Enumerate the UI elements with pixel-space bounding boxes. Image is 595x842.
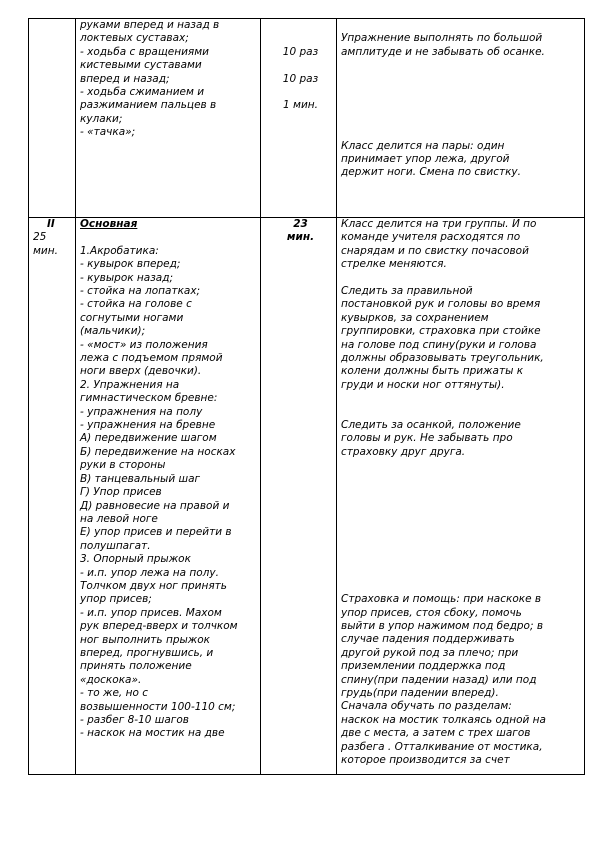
notes-cell — [337, 218, 585, 775]
exercise-line: - и.п. упор лежа на полу. — [80, 566, 219, 579]
exercise-line: согнутыми ногами — [80, 311, 184, 324]
note-line: должны образовывать треугольник, — [341, 352, 544, 365]
note-line: держит ноги. Смена по свистку. — [341, 166, 521, 179]
exercise-line: вперед и назад; — [80, 72, 170, 85]
dosage-value: 10 раз — [282, 45, 319, 58]
exercise-line: «доскока». — [80, 673, 142, 686]
note-line: стрелке меняются. — [341, 258, 447, 271]
exercise-line: полушпагат. — [80, 539, 151, 552]
dosage-cell — [261, 218, 337, 775]
part-duration: 25 — [33, 231, 47, 244]
note-line: на голове под спину(руки и голова — [341, 338, 537, 351]
exercise-line: лежа с подъемом прямой — [80, 352, 223, 365]
exercise-line: (мальчики); — [80, 325, 146, 338]
note-line: Сначала обучать по разделам: — [341, 700, 512, 713]
note-line: две с места, а затем с трех шагов — [341, 727, 531, 740]
exercise-line: Толчком двух ног принять — [80, 579, 227, 592]
note-line: Следить за осанкой, положение — [341, 419, 521, 432]
note-line: спину(при падении назад) или под — [341, 673, 537, 686]
exercise-line: Д) равновесие на правой и — [80, 499, 230, 512]
note-line: принимает упор лежа, другой — [341, 152, 510, 165]
dosage-value: 10 раз — [282, 72, 319, 85]
exercise-line: локтевых суставах; — [80, 32, 189, 45]
lesson-plan-table — [28, 18, 585, 775]
dosage-value: мин. — [286, 231, 315, 244]
dosage-cell — [261, 19, 337, 218]
note-line: Класс делится на пары: один — [341, 139, 505, 152]
exercise-line: руками вперед и назад в — [80, 19, 220, 31]
exercise-line: - упражнения на бревне — [80, 419, 216, 432]
note-line: группировки, страховка при стойке — [341, 325, 541, 338]
note-line: Страховка и помощь: при наскоке в — [341, 593, 542, 606]
part-duration: мин. — [33, 244, 58, 257]
note-line: Следить за правильной — [341, 285, 473, 298]
exercise-line: - то же, но с — [80, 687, 148, 700]
section-title: Основная — [80, 218, 138, 230]
exercise-line: на левой ноге — [80, 512, 158, 525]
exercise-line: вперед, прогнувшись, и — [80, 646, 214, 659]
table-row-warmup — [29, 19, 585, 218]
exercise-line: В) танцевальный шаг — [80, 472, 201, 485]
exercise-line: кистевыми суставами — [80, 59, 202, 72]
exercise-line: принять положение — [80, 660, 192, 673]
note-line: амплитуде и не забывать об осанке. — [341, 45, 545, 58]
exercise-line: - стойка на голове с — [80, 298, 192, 311]
exercise-cell — [76, 218, 261, 775]
note-line: выйти в упор нажимом под бедро; в — [341, 619, 544, 632]
note-line: Упражнение выполнять по большой — [341, 32, 543, 45]
exercise-line: Г) Упор присев — [80, 486, 162, 499]
exercise-line: ног выполнить прыжок — [80, 633, 210, 646]
note-line: которое производится за счет — [341, 754, 510, 767]
exercise-line: - ходьба с вращениями — [80, 45, 209, 58]
exercise-line: - кувырок назад; — [80, 271, 174, 284]
part-number: II — [47, 218, 55, 230]
note-line: другой рукой под за плечо; при — [341, 646, 519, 659]
exercise-line: - «тачка»; — [80, 126, 136, 139]
exercise-line: кулаки; — [80, 112, 123, 125]
exercise-line: - ходьба сжиманием и — [80, 86, 205, 99]
exercise-line: гимнастическом бревне: — [80, 392, 218, 405]
exercise-line: - упражнения на полу — [80, 405, 203, 418]
exercise-line: А) передвижение шагом — [80, 432, 217, 445]
note-line: случае падения поддерживать — [341, 633, 515, 646]
notes-cell — [337, 19, 585, 218]
note-line: упор присев, стоя сбоку, помочь — [341, 606, 522, 619]
exercise-line: - разбег 8-10 шагов — [80, 714, 189, 727]
note-line: колени должны быть прижаты к — [341, 365, 524, 378]
note-line: снарядам и по свистку почасовой — [341, 244, 529, 257]
exercise-cell — [76, 19, 261, 218]
dosage-value: 23 — [293, 218, 308, 230]
exercise-line: возвышенности 100-110 см; — [80, 700, 236, 713]
exercise-line: 3. Опорный прыжок — [80, 553, 191, 566]
exercise-line: - стойка на лопатках; — [80, 285, 201, 298]
exercise-line: - наскок на мостик на две — [80, 727, 225, 740]
part-cell — [29, 218, 76, 775]
exercise-line: упор присев; — [80, 593, 152, 606]
exercise-line: - кувырок вперед; — [80, 258, 181, 271]
exercise-line: ноги вверх (девочки). — [80, 365, 202, 378]
note-line: постановкой рук и головы во время — [341, 298, 541, 311]
part-cell-empty — [29, 19, 76, 218]
exercise-line: - «мост» из положения — [80, 338, 208, 351]
note-line: грудь(при падении вперед). — [341, 687, 499, 700]
note-line: приземлении поддержка под — [341, 660, 506, 673]
note-line: кувырков, за сохранением — [341, 311, 489, 324]
note-line: команде учителя расходятся по — [341, 231, 521, 244]
dosage-value: 1 мин. — [283, 99, 318, 112]
note-line: головы и рук. Не забывать про — [341, 432, 513, 445]
exercise-line: руки в стороны — [80, 459, 166, 472]
exercise-line: - и.п. упор присев. Махом — [80, 606, 222, 619]
note-line: разбега . Отталкивание от мостика, — [341, 740, 543, 753]
exercise-line: разжиманием пальцев в — [80, 99, 217, 112]
exercise-line: 1.Акробатика: — [80, 244, 159, 257]
exercise-line: Б) передвижение на носках — [80, 445, 236, 458]
exercise-line: рук вперед-вверх и толчком — [80, 620, 238, 633]
table-row-main-part — [29, 218, 585, 775]
exercise-line: Е) упор присев и перейти в — [80, 526, 232, 539]
note-line: страховку друг друга. — [341, 445, 466, 458]
note-line: Класс делится на три группы. И по — [341, 218, 537, 230]
note-line: наскок на мостик толкаясь одной на — [341, 713, 546, 726]
note-line: груди и носки ног оттянуты). — [341, 378, 505, 391]
exercise-line: 2. Упражнения на — [80, 378, 180, 391]
